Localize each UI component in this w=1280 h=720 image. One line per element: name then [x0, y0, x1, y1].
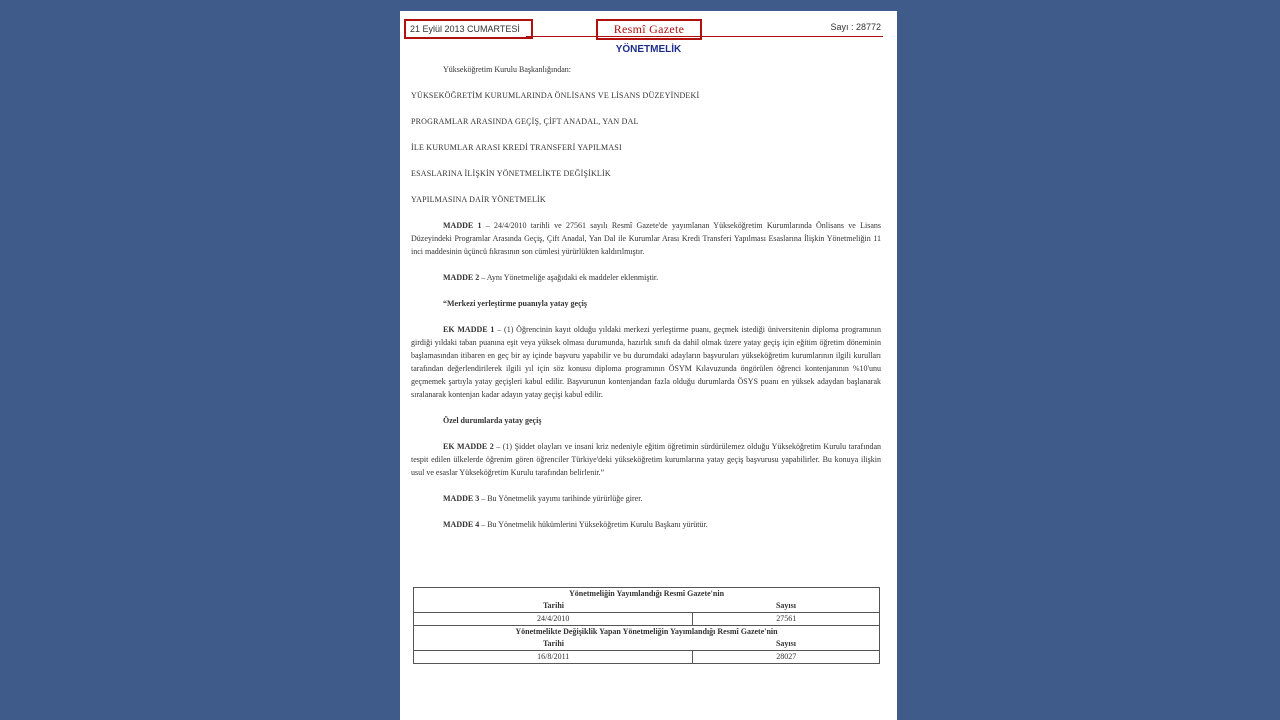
- article-label: EK MADDE 2: [443, 442, 494, 451]
- article-text: – (1) Öğrencinin kayıt olduğu yıldaki merkezi yerleştirme puanı, geçmek istediği üniversitenin diploma programının girdiği yıldaki taban puanına eşit veya yüksek olması durumunda, hazırlık sınıfı da dahil olmak üzere yatay geçiş için eğitim öğretim döneminin başlamasından itibaren en geç bir ay içinde başvuru yapabilir ve bu durumdaki adayların başvuruları yükseköğretim kurumlarının ilgili kurulları tarafından değerlendirilerek ilgili yıl için söz konusu diploma programının ÖSYM Kılavuzunda öngörülen öğrenci kontenjanının %10'unu geçmemek şartıyla yatay geçişleri kabul edilir. Başvurunun kontenjandan fazla olduğu durumlarda ÖSYS puanı en yüksek adaydan başlanarak sıralanarak kontenjan kadar adayın yatay geçişi kabul edilir.: [411, 325, 881, 399]
- table-row: [414, 626, 880, 639]
- table-cell-issue: 27561: [693, 613, 880, 626]
- article-text: – Aynı Yönetmeliğe aşağıdaki ek maddeler eklenmiştir.: [479, 273, 659, 282]
- table-cell-date: 16/8/2011: [414, 651, 693, 664]
- column-issue-header: Sayısı: [693, 600, 880, 613]
- column-date-header: Tarihi: [414, 600, 693, 613]
- regulation-title-line: İLE KURUMLAR ARASI KREDİ TRANSFERİ YAPILMASI: [411, 143, 622, 152]
- gazette-reference-table: [413, 587, 880, 664]
- article-4: [411, 518, 881, 531]
- header-divider: [526, 36, 883, 37]
- article-text: – Bu Yönetmelik yayımı tarihinde yürürlüğe girer.: [479, 494, 643, 503]
- table-row: [414, 600, 880, 613]
- gazette-page: [400, 11, 897, 720]
- article-2: [411, 271, 881, 284]
- article-label: MADDE 4: [443, 520, 480, 529]
- regulation-title-line: YÜKSEKÖĞRETİM KURUMLARINDA ÖNLİSANS VE LİSANS DÜZEYİNDEKİ: [411, 91, 700, 100]
- table-heading-original: Yönetmeliğin Yayımlandığı Resmî Gazete'nin: [414, 588, 880, 601]
- table-row: [414, 588, 880, 601]
- regulation-title-line: YAPILMASINA DAİR YÖNETMELİK: [411, 195, 546, 204]
- article-1: [411, 219, 881, 258]
- column-issue-header: Sayısı: [693, 638, 880, 651]
- table-row: [414, 613, 880, 626]
- column-date-header: Tarihi: [414, 638, 693, 651]
- table-row: [414, 638, 880, 651]
- table-cell-issue: 28027: [693, 651, 880, 664]
- header-gazette-title: Resmî Gazete: [596, 19, 702, 40]
- article-text: – 24/4/2010 tarihli ve 27561 sayılı Resmî Gazete'de yayımlanan Yükseköğretim Kurumlarında Önlisans ve Lisans Düzeyindeki Programlar Arasında Geçiş, Çift Anadal, Yan Dal ile Kurumlar Arası Kredi Transferi Yapılması Esaslarına İlişkin Yönetmeliğin 11 inci maddesinin üçüncü fıkrasının son cümlesi yürürlükten kaldırılmıştır.: [411, 221, 882, 256]
- table-row: [414, 651, 880, 664]
- table-cell-date: 24/4/2010: [414, 613, 693, 626]
- additional-article-2: [411, 440, 881, 479]
- article-text: – (1) Şiddet olayları ve insani kriz nedeniyle eğitim öğretimin sürdürülemez olduğu Yükseköğretim Kurulu tarafından tespit edilen ülkelerde öğrenim gören öğrenciler Türkiye'deki yükseköğretim kurumlarına yatay geçiş başvurusu yapabilirler. Bu konuya ilişkin usul ve esaslar Yükseköğretim Kurulu tarafından belirlenir.”: [411, 442, 881, 477]
- article-text: – Bu Yönetmelik hükümlerini Yükseköğretim Kurulu Başkanı yürütür.: [479, 520, 708, 529]
- subheading-central-placement: “Merkezi yerleştirme puanıyla yatay geçiş: [443, 299, 587, 308]
- table-heading-amendment: Yönetmelikte Değişiklik Yapan Yönetmeliğin Yayımlandığı Resmî Gazete'nin: [414, 626, 880, 639]
- regulation-title-line: ESASLARINA İLİŞKİN YÖNETMELİKTE DEĞİŞİKLİK: [411, 169, 611, 178]
- document-body: [411, 63, 881, 544]
- article-3: [411, 492, 881, 505]
- article-label: MADDE 3: [443, 494, 480, 503]
- regulation-title-line: PROGRAMLAR ARASINDA GEÇİŞ, ÇİFT ANADAL, YAN DAL: [411, 117, 639, 126]
- header-issue-number: Sayı : 28772: [830, 22, 881, 32]
- subheading-special-cases: Özel durumlarda yatay geçiş: [443, 416, 542, 425]
- header-date: 21 Eylül 2013 CUMARTESİ: [404, 19, 533, 39]
- issuing-authority: Yükseköğretim Kurulu Başkanlığından:: [443, 65, 571, 74]
- additional-article-1: [411, 323, 881, 401]
- article-label: MADDE 1: [443, 221, 482, 230]
- section-title: YÖNETMELİK: [615, 44, 682, 55]
- article-label: EK MADDE 1: [443, 325, 495, 334]
- article-label: MADDE 2: [443, 273, 480, 282]
